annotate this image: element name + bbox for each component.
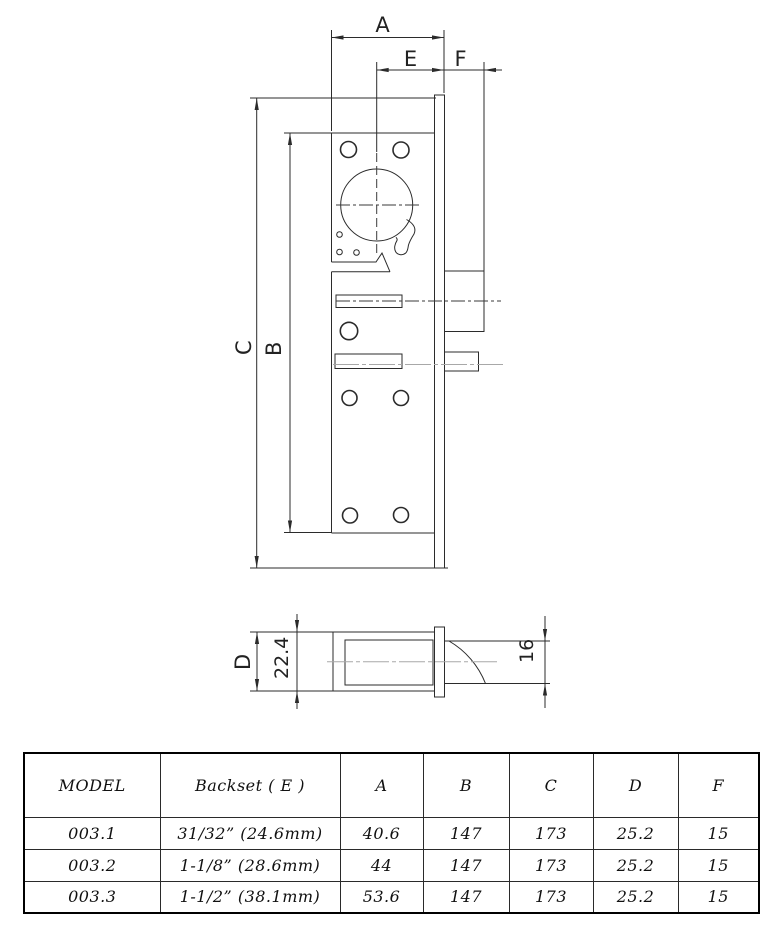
aux-bolt-front (445, 352, 479, 371)
table-row (24, 817, 759, 849)
table-header-row (24, 753, 759, 817)
table-cell: 44 (340, 849, 423, 881)
mount-hole (343, 508, 358, 523)
slot-lower (335, 354, 402, 369)
table-cell: 173 (509, 881, 593, 913)
table-header-cell: F (678, 753, 759, 817)
table-cell: 53.6 (340, 881, 423, 913)
table-cell: 147 (423, 849, 509, 881)
table-cell: 40.6 (340, 817, 423, 849)
bolt-bevel-arc (449, 641, 486, 684)
mount-hole (394, 508, 409, 523)
table-header-cell: D (593, 753, 678, 817)
dim-label-case-width: 22.4 (271, 636, 293, 679)
table-cell: 31/32” (24.6mm) (160, 817, 340, 849)
lock-body-front-view (332, 95, 506, 568)
table-cell: 15 (678, 881, 759, 913)
table-cell: 003.3 (24, 881, 160, 913)
dim-label-d: D (231, 653, 255, 670)
table-header-cell: A (340, 753, 423, 817)
dim-label-b: B (262, 341, 286, 356)
table-cell: 147 (423, 881, 509, 913)
mount-hole (340, 322, 357, 339)
table-cell: 1-1/2” (38.1mm) (160, 881, 340, 913)
slide-notch (332, 253, 391, 272)
table-row (24, 881, 759, 913)
table-cell: 15 (678, 817, 759, 849)
table-cell: 25.2 (593, 881, 678, 913)
table-cell: 147 (423, 817, 509, 849)
table-cell: 25.2 (593, 849, 678, 881)
table-cell: 003.1 (24, 817, 160, 849)
dim-label-bolt-height: 16 (516, 638, 538, 663)
dim-label-f: F (454, 47, 467, 71)
mount-hole (393, 142, 409, 158)
mount-hole (342, 391, 357, 406)
table-cell: 1-1/8” (28.6mm) (160, 849, 340, 881)
lock-body-section-view (231, 614, 550, 709)
dim-label-c: C (232, 340, 256, 355)
table-cell: 173 (509, 849, 593, 881)
lock-body-outline (332, 133, 435, 533)
pin-hole (354, 250, 360, 256)
case-inner (345, 640, 433, 685)
faceplate (435, 95, 445, 568)
table-cell: 173 (509, 817, 593, 849)
dim-label-a: A (375, 13, 390, 37)
table-header-cell: C (509, 753, 593, 817)
table-header-cell: B (423, 753, 509, 817)
table-cell: 25.2 (593, 817, 678, 849)
table-cell: 003.2 (24, 849, 160, 881)
pin-hole (337, 232, 343, 238)
front-view-dimensions (232, 13, 502, 568)
dim-label-e: E (403, 47, 418, 71)
mount-hole (341, 142, 357, 158)
spec-table (23, 752, 760, 914)
table-header-cell: Backset ( E ) (160, 753, 340, 817)
mount-hole (394, 391, 409, 406)
table-header-cell: MODEL (24, 753, 160, 817)
table-cell: 15 (678, 849, 759, 881)
table-row (24, 849, 759, 881)
pin-hole (337, 249, 343, 255)
cam-lobe (395, 220, 415, 255)
